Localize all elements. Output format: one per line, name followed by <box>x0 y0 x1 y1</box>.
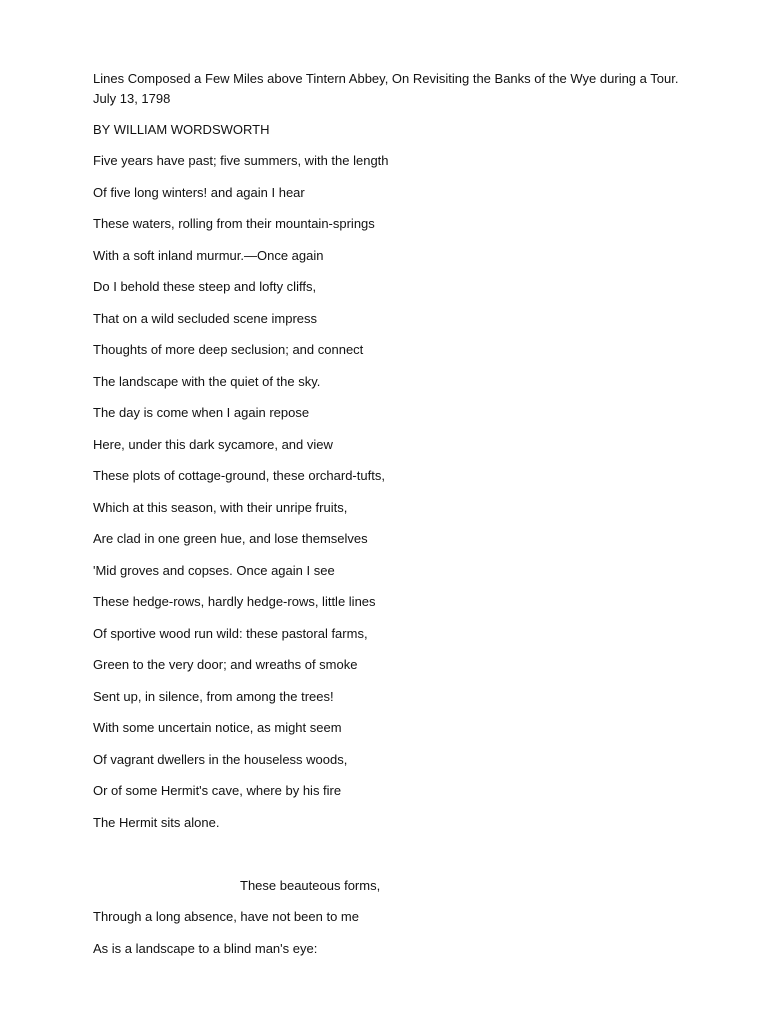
poem-line: Are clad in one green hue, and lose themselves <box>93 531 368 546</box>
poem-line: 'Mid groves and copses. Once again I see <box>93 562 335 578</box>
poem-line: Of sportive wood run wild: these pastoral farms, <box>93 625 368 641</box>
poem-line: With some uncertain notice, as might seem <box>93 720 342 735</box>
poem-line: These hedge-rows, hardly hedge-rows, little lines <box>93 594 376 609</box>
poem-line: Sent up, in silence, from among the trees! <box>93 688 334 704</box>
stanza-1 <box>93 151 693 833</box>
poem-line: With a soft inland murmur.—Once again <box>93 247 324 263</box>
document-page <box>93 69 693 959</box>
poem-line: These waters, rolling from their mountain-springs <box>93 216 375 231</box>
poem-title: Lines Composed a Few Miles above Tintern Abbey, On Revisiting the Banks of the Wye during a Tour. <box>93 71 679 86</box>
poem-author: BY WILLIAM WORDSWORTH <box>93 122 270 137</box>
poem-line: Five years have past; five summers, with the length <box>93 153 389 168</box>
poem-line: The landscape with the quiet of the sky. <box>93 373 321 389</box>
poem-line: These plots of cottage-ground, these orchard-tufts, <box>93 468 385 483</box>
stanza-break <box>93 833 693 876</box>
poem-line: As is a landscape to a blind man's eye: <box>93 940 318 956</box>
poem-line: Do I behold these steep and lofty cliffs, <box>93 279 317 294</box>
poem-line: Here, under this dark sycamore, and view <box>93 436 333 452</box>
poem-line: Thoughts of more deep seclusion; and connect <box>93 342 364 357</box>
poem-line: Of five long winters! and again I hear <box>93 184 305 200</box>
poem-line: The Hermit sits alone. <box>93 814 220 830</box>
poem-line: The day is come when I again repose <box>93 405 310 420</box>
poem-date: July 13, 1798 <box>93 91 171 106</box>
poem-line: Through a long absence, have not been to me <box>93 909 359 924</box>
poem-line: That on a wild secluded scene impress <box>93 310 318 326</box>
poem-line: Or of some Hermit's cave, where by his fire <box>93 783 342 798</box>
poem-line: Which at this season, with their unripe fruits, <box>93 499 348 515</box>
poem-line: Green to the very door; and wreaths of smoke <box>93 657 358 672</box>
poem-line: Of vagrant dwellers in the houseless woods, <box>93 751 348 767</box>
stanza-2 <box>93 876 693 959</box>
poem-line-indented: These beauteous forms, <box>240 877 381 893</box>
